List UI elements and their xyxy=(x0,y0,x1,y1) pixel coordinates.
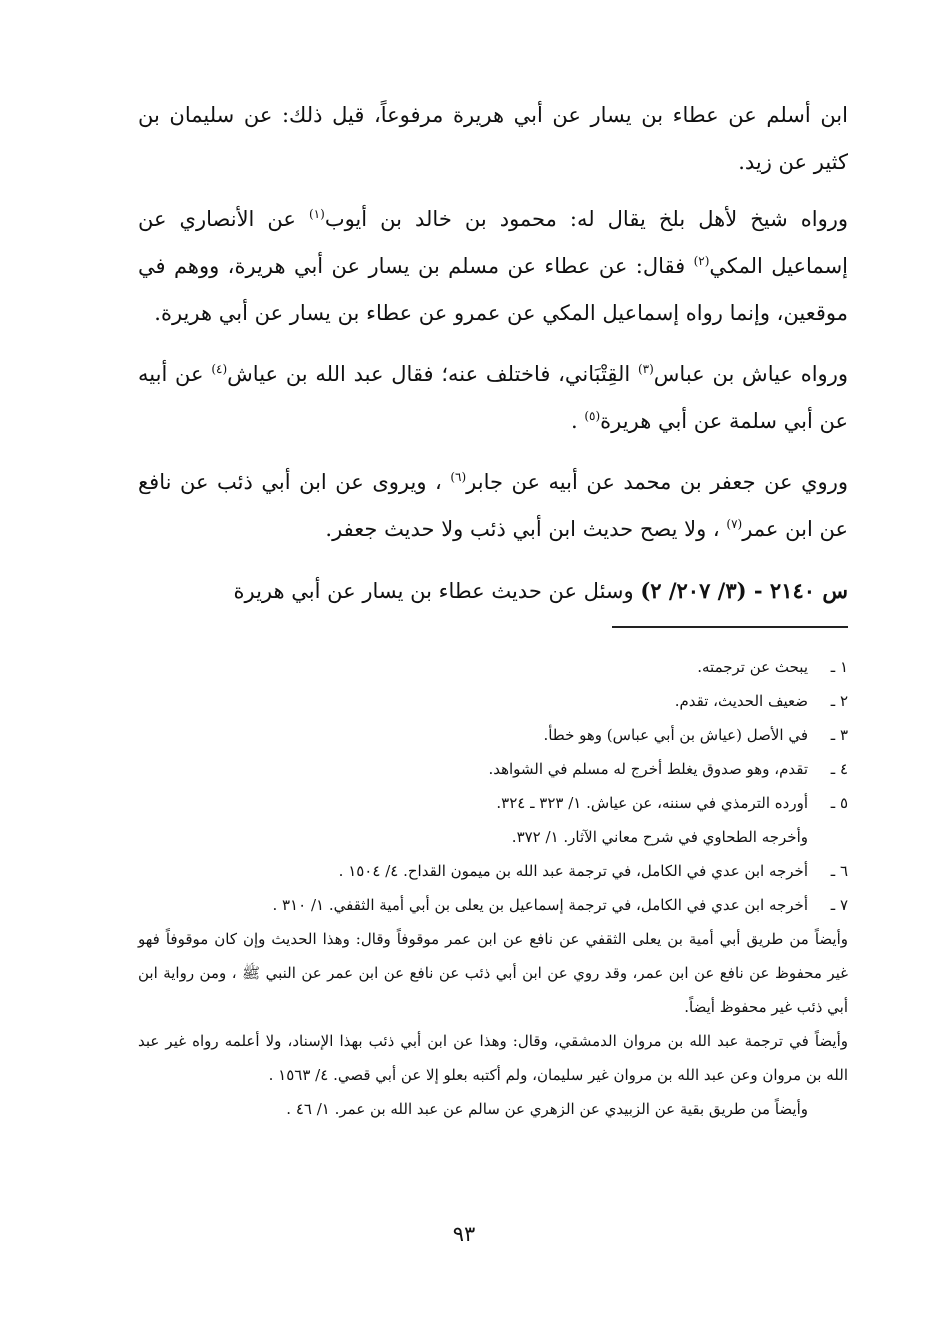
footnote-5 xyxy=(138,786,848,820)
paragraph-1 xyxy=(138,92,848,186)
footnote-2 xyxy=(138,684,848,718)
footnote-5-continuation xyxy=(138,820,848,854)
footnote-number: ٧ ـ xyxy=(830,896,848,914)
footnote-3 xyxy=(138,718,848,752)
paragraph-2-text-b: عن الأنصاري عن إسماعيل المكي xyxy=(138,207,849,278)
paragraph-2 xyxy=(138,196,848,337)
footnote-7-continuation-1: وأيضاً من طريق أبي أمية بن يعلى الثقفي عن نافع عن ابن عمر موقوفاً وقال: وهذا الحديث وإن كان موقوفاً فهو غير محفوظ عن نافع عن ابن عمر، وقد روي عن ابن أبي ذئب عن نافع عن ابن عمر عن النبي ﷺ ، ومن رواية ابن أبي ذئب غير محفوظ أيضاً. xyxy=(138,930,848,1016)
footnote-text: تقدم، وهو صدوق يغلط أخرج له مسلم في الشواهد. xyxy=(488,760,808,778)
paragraph-4 xyxy=(138,459,848,553)
footnote-7-continuation-3: وأيضاً من طريق بقية عن الزبيدي عن الزهري عن سالم عن عبد الله بن عمر. ١/ ٤٦ . xyxy=(286,1100,808,1118)
paragraph-3-text-c: عن أبيه عن أبي سلمة عن أبي هريرة xyxy=(138,362,848,433)
paragraph-3-text-d: . xyxy=(570,409,585,433)
footnote-number: ٤ ـ xyxy=(830,760,848,778)
paragraph-2-text-c: فقال: عن عطاء عن مسلم بن يسار عن أبي هريرة، ووهم في موقعين، وإنما رواه إسماعيل المكي عن عمرو عن عطاء بن يسار عن أبي هريرة. xyxy=(138,254,848,325)
paragraph-2-text-a: ورواه شيخ لأهل بلخ يقال له: محمود بن خالد بن أيوب xyxy=(324,207,848,231)
footnote-number: ٢ ـ xyxy=(830,692,848,710)
paragraph-3-text-b: القِتْبَاني، فاختلف عنه؛ فقال عبد الله بن عياش xyxy=(227,362,638,386)
question-line xyxy=(138,567,848,615)
footnote-ref-6[interactable]: (٦) xyxy=(450,470,467,484)
footnote-7-continuation-2: وأيضاً في ترجمة عبد الله بن مروان الدمشقي، وقال: وهذا عن ابن أبي ذئب بهذا الإسناد، ولا أعلمه رواه غير عبد الله بن مروان وعن عبد الله بن مروان غير سليمان، ولم أكتبه بعلو إلا عن أبي قصي. ٤/ ١٥٦٣ . xyxy=(138,1032,848,1084)
main-text xyxy=(138,92,848,629)
footnote-ref-4[interactable]: (٤) xyxy=(211,362,228,376)
footnote-ref-1[interactable]: (١) xyxy=(308,207,325,221)
footnote-text: ضعيف الحديث، تقدم. xyxy=(674,692,808,710)
footnote-7 xyxy=(138,888,848,922)
footnote-6 xyxy=(138,854,848,888)
footnote-ref-5[interactable]: (٥) xyxy=(584,409,601,423)
paragraph-4-text-a: وروي عن جعفر بن محمد عن أبيه عن جابر xyxy=(466,470,848,494)
footnote-separator xyxy=(612,626,848,628)
footnote-4 xyxy=(138,752,848,786)
paragraph-4-text-b: ، ويروى عن ابن أبي ذئب عن نافع عن ابن عمر xyxy=(138,470,848,541)
footnote-ref-7[interactable]: (٧) xyxy=(726,517,743,531)
footnote-number: ٣ ـ xyxy=(830,726,848,744)
footnote-text: في الأصل (عياش بن أبي عباس) وهو خطأ. xyxy=(543,726,808,744)
paragraph-4-text-c: ، ولا يصح حديث ابن أبي ذئب ولا حديث جعفر. xyxy=(325,517,727,541)
footnote-text: وأخرجه الطحاوي في شرح معاني الآثار. ١/ ٣٧٢. xyxy=(511,828,808,846)
footnote-ref-3[interactable]: (٣) xyxy=(637,362,654,376)
footnote-text: أخرجه ابن عدي في الكامل، في ترجمة إسماعيل بن يعلى بن أبي أمية الثقفي. ١/ ٣١٠ . xyxy=(272,896,808,914)
footnote-1 xyxy=(138,650,848,684)
footnote-number: ١ ـ xyxy=(830,658,848,676)
footnote-ref-2[interactable]: (٢) xyxy=(693,254,710,268)
paragraph-1-text: ابن أسلم عن عطاء بن يسار عن أبي هريرة مرفوعاً، قيل ذلك: عن سليمان بن كثير عن زيد. xyxy=(138,103,848,174)
paragraph-3 xyxy=(138,351,848,445)
footnote-text: أخرجه ابن عدي في الكامل، في ترجمة عبد الله بن ميمون القداح. ٤/ ١٥٠٤ . xyxy=(338,862,808,880)
footnote-text: يبحث عن ترجمته. xyxy=(697,658,808,676)
footnotes xyxy=(138,650,848,1126)
question-text: وسئل عن حديث عطاء بن يسار عن أبي هريرة xyxy=(233,579,641,603)
page-number: ٩٣ xyxy=(452,1222,476,1246)
footnote-text: أورده الترمذي في سننه، عن عياش. ١/ ٣٢٣ ـ ٣٢٤. xyxy=(496,794,808,812)
footnote-number: ٥ ـ xyxy=(830,794,848,812)
footnote-number: ٦ ـ xyxy=(830,862,848,880)
question-number: س ٢١٤٠ - (٣/ ٢٠٧/ ٢) xyxy=(640,578,848,603)
paragraph-3-text-a: ورواه عياش بن عباس xyxy=(653,362,848,386)
